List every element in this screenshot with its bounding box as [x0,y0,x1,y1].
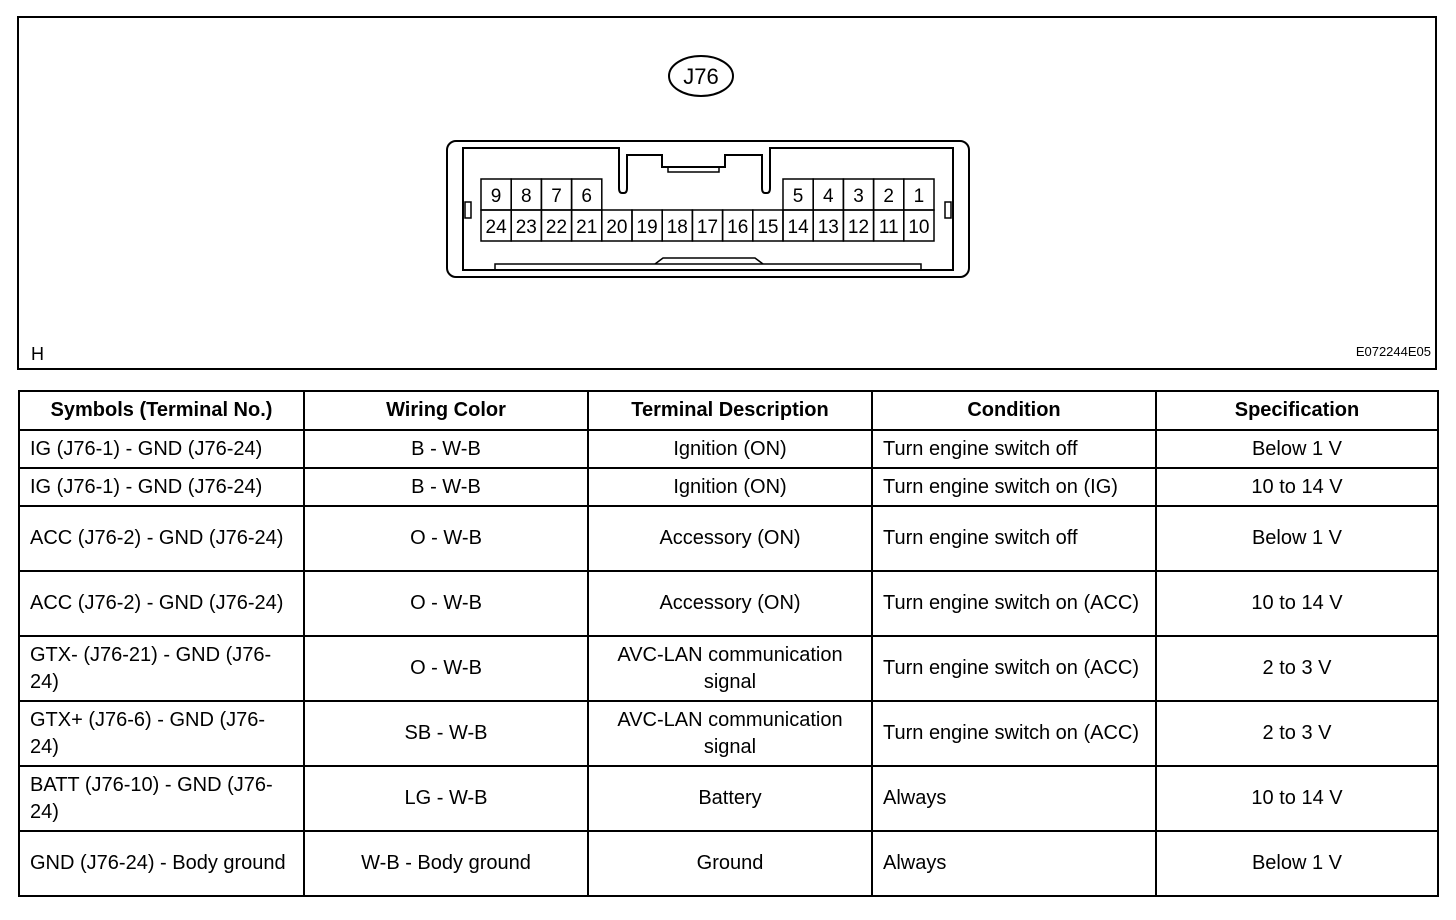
cell-description: Battery [588,766,872,831]
cell-wiring-color: O - W-B [304,506,588,571]
cell-specification: 10 to 14 V [1156,766,1438,831]
cell-specification: 10 to 14 V [1156,571,1438,636]
cell-specification: Below 1 V [1156,430,1438,468]
table-row [19,468,1438,506]
pin-number: 20 [606,217,628,238]
cell-wiring-color: LG - W-B [304,766,588,831]
pin-number: 22 [545,217,568,238]
cell-description: Accessory (ON) [588,571,872,636]
pin-number: 3 [853,186,864,207]
pin-number: 23 [515,217,537,238]
header-symbols: Symbols (Terminal No.) [19,391,304,430]
table-row [19,831,1438,896]
pin-number: 14 [787,217,809,238]
pin-number: 4 [823,186,834,207]
cell-specification: Below 1 V [1156,506,1438,571]
pin-number: 5 [792,186,804,207]
terminal-spec-table [18,390,1439,897]
cell-wiring-color: O - W-B [304,636,588,701]
pin-number: 6 [581,186,592,207]
connector-diagram [19,18,1439,372]
pin-number: 24 [485,217,507,238]
pin-number: 21 [576,217,598,238]
cell-symbols: ACC (J76-2) - GND (J76-24) [19,506,304,571]
cell-wiring-color: O - W-B [304,571,588,636]
pin-number: 8 [521,186,532,207]
cell-condition: Turn engine switch off [872,506,1156,571]
table-row [19,430,1438,468]
cell-specification: 10 to 14 V [1156,468,1438,506]
corner-label: H [31,344,44,364]
cell-symbols: ACC (J76-2) - GND (J76-24) [19,571,304,636]
cell-specification: Below 1 V [1156,831,1438,896]
pin-number: 19 [636,217,658,238]
cell-symbols: IG (J76-1) - GND (J76-24) [19,430,304,468]
cell-wiring-color: B - W-B [304,430,588,468]
connector-label: J76 [683,64,719,89]
side-key-left [465,202,471,218]
table-row [19,571,1438,636]
cell-symbols: GTX+ (J76-6) - GND (J76-24) [19,701,304,766]
cell-condition: Turn engine switch on (IG) [872,468,1156,506]
cell-symbols: IG (J76-1) - GND (J76-24) [19,468,304,506]
cell-condition: Turn engine switch on (ACC) [872,701,1156,766]
pin-number: 12 [847,217,870,238]
figure-code: E072244E05 [1355,344,1431,359]
cell-wiring-color: SB - W-B [304,701,588,766]
pin-number: 7 [551,186,562,207]
cell-condition: Turn engine switch off [872,430,1156,468]
pin-number: 11 [878,217,899,238]
table-header-row [19,391,1438,430]
side-key-right [945,202,951,218]
cell-condition: Always [872,766,1156,831]
table-row [19,766,1438,831]
cell-description: AVC-LAN communication signal [588,701,872,766]
header-condition: Condition [872,391,1156,430]
cell-description: Accessory (ON) [588,506,872,571]
table-row [19,506,1438,571]
pin-grid [481,179,934,241]
cell-symbols: BATT (J76-10) - GND (J76-24) [19,766,304,831]
cell-condition: Always [872,831,1156,896]
cell-wiring-color: W-B - Body ground [304,831,588,896]
cell-condition: Turn engine switch on (ACC) [872,636,1156,701]
pin-number: 13 [817,217,839,238]
cell-condition: Turn engine switch on (ACC) [872,571,1156,636]
pin-number: 10 [908,217,930,238]
pin-number: 17 [696,217,719,238]
connector-latch [668,167,719,172]
cell-specification: 2 to 3 V [1156,701,1438,766]
connector-housing [447,141,969,277]
cell-description: Ignition (ON) [588,468,872,506]
pin-number: 16 [727,217,749,238]
pin-number: 15 [757,217,779,238]
connector-diagram-frame [17,16,1437,370]
header-wiring-color: Wiring Color [304,391,588,430]
pin-number: 1 [913,186,925,207]
cell-description: AVC-LAN communication signal [588,636,872,701]
cell-wiring-color: B - W-B [304,468,588,506]
pin-number: 18 [666,217,688,238]
header-terminal-description: Terminal Description [588,391,872,430]
table-row [19,701,1438,766]
header-specification: Specification [1156,391,1438,430]
cell-specification: 2 to 3 V [1156,636,1438,701]
bottom-rib-center [655,258,763,264]
cell-symbols: GTX- (J76-21) - GND (J76-24) [19,636,304,701]
pin-number: 9 [490,186,502,207]
cell-symbols: GND (J76-24) - Body ground [19,831,304,896]
cell-description: Ignition (ON) [588,430,872,468]
pin-number: 2 [883,186,894,207]
cell-description: Ground [588,831,872,896]
table-row [19,636,1438,701]
